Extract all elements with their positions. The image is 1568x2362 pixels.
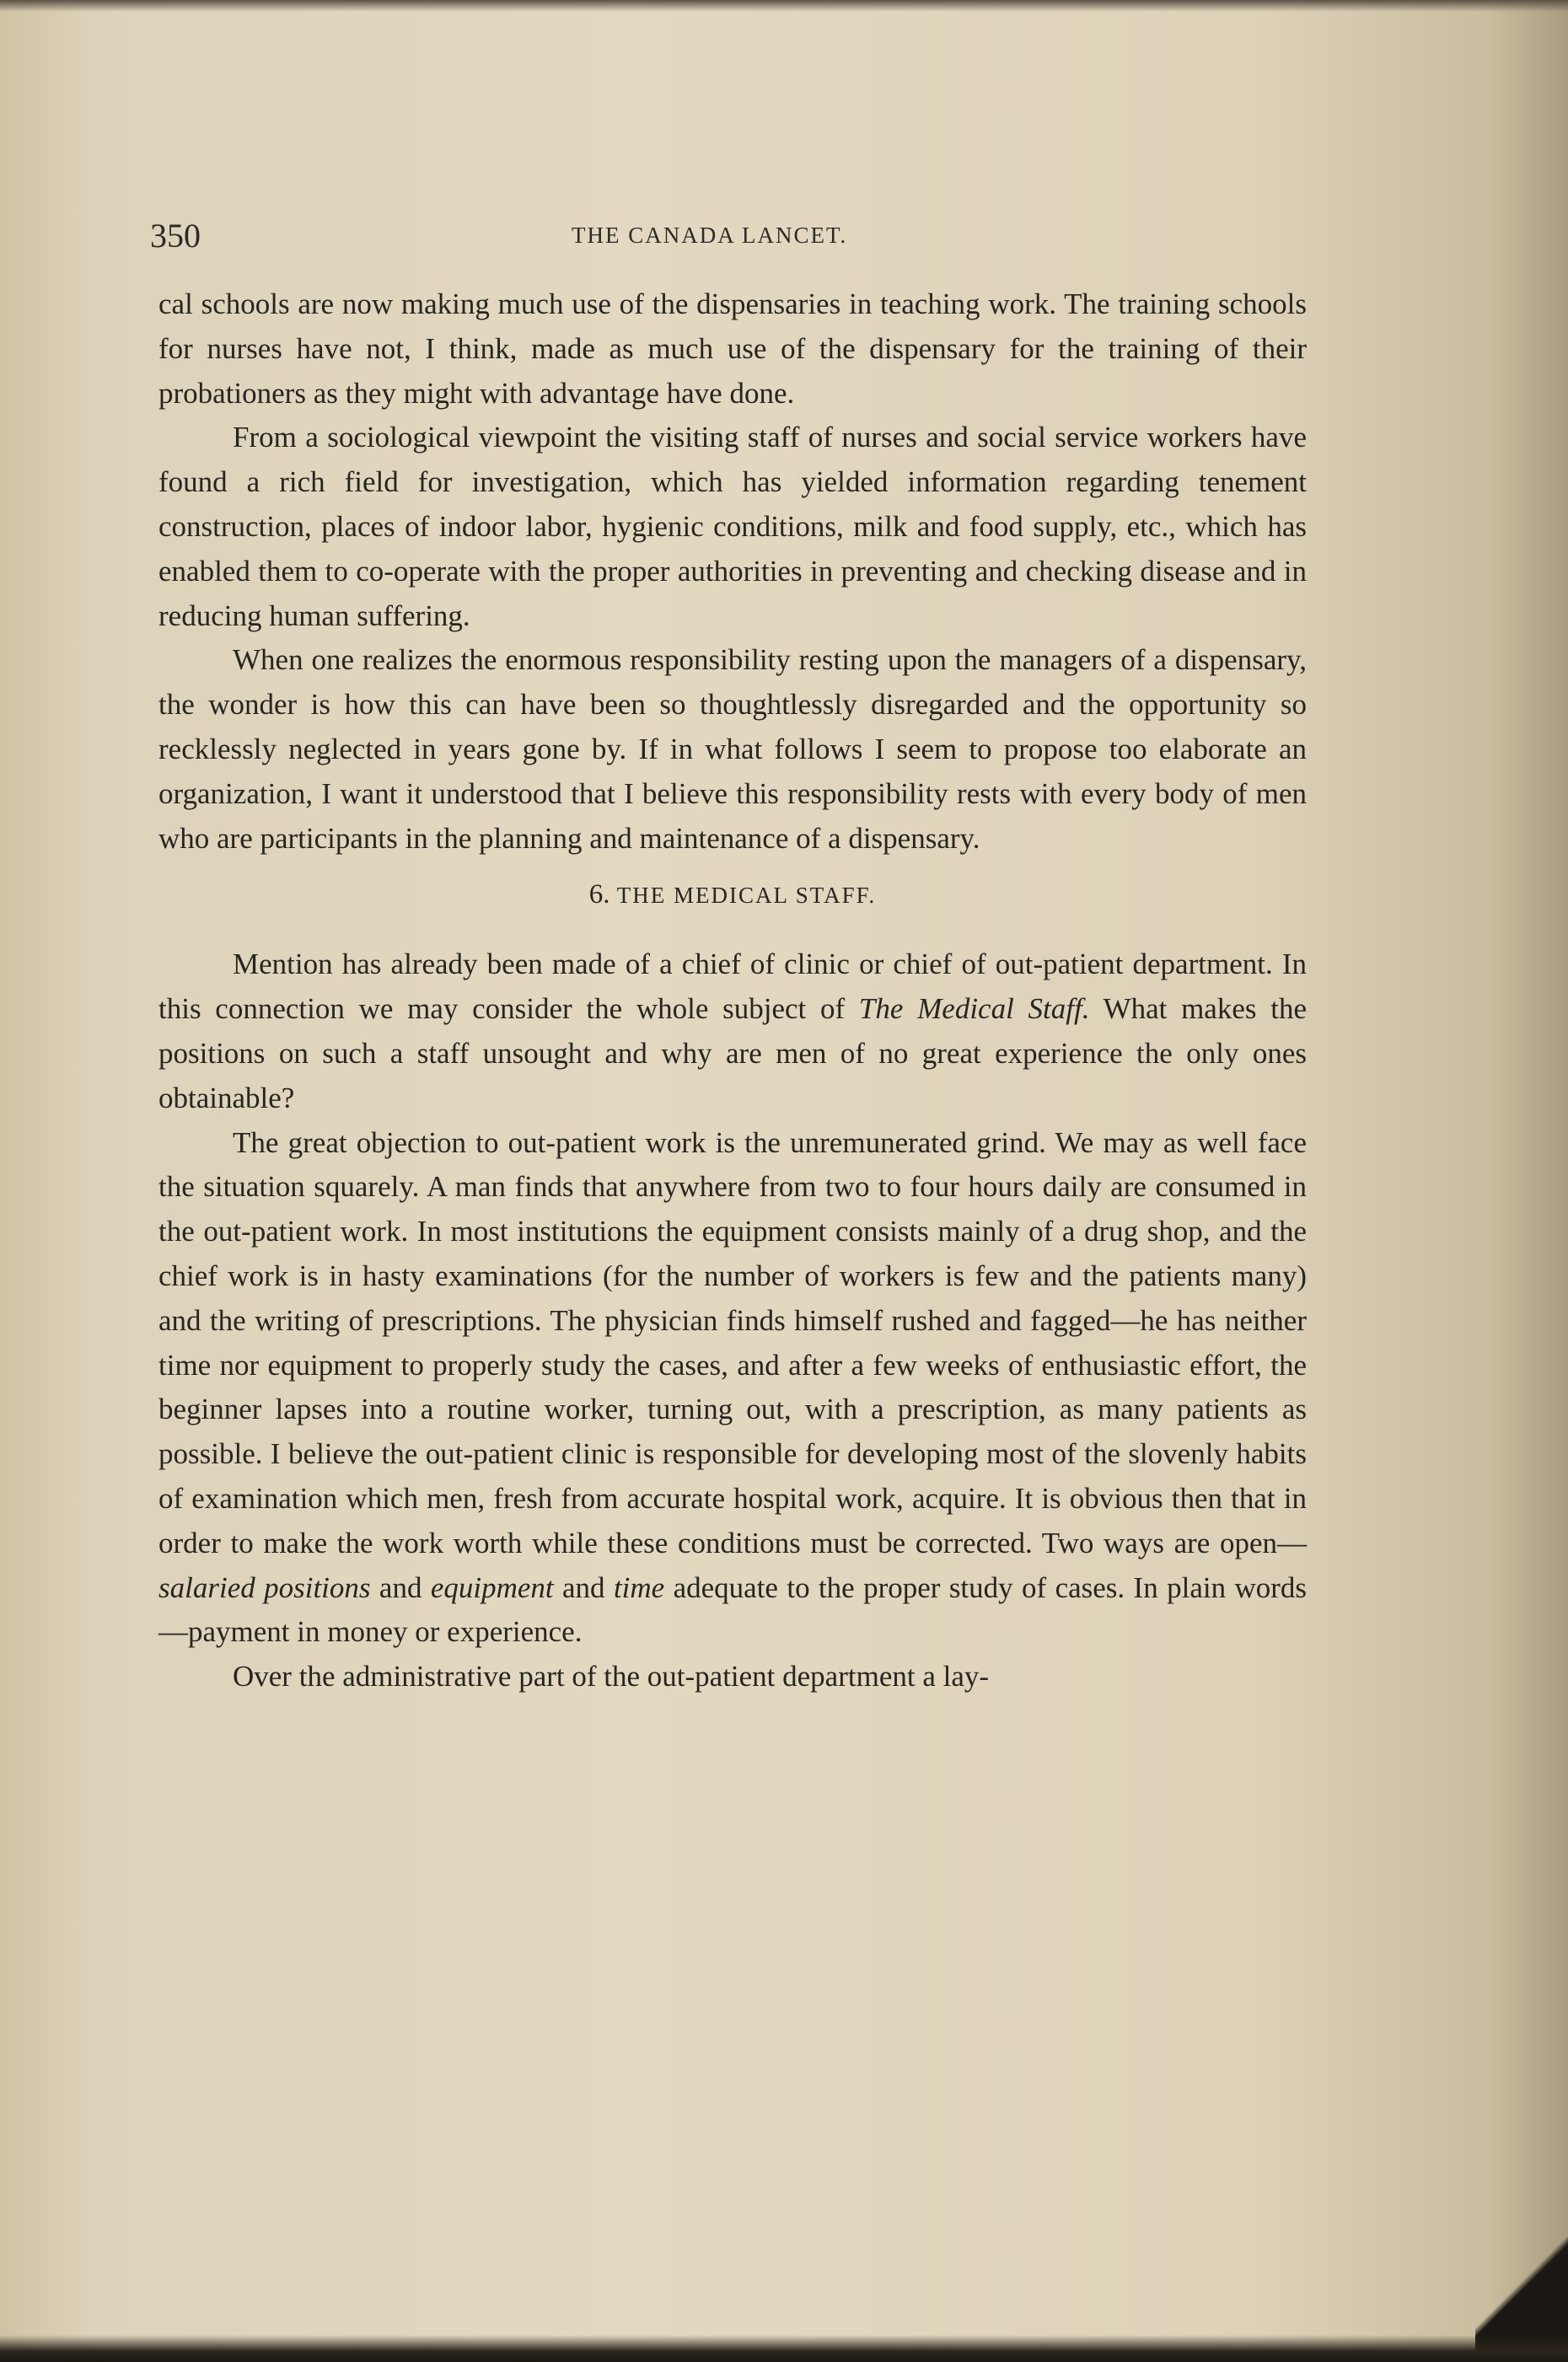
paragraph-sociological: From a sociological viewpoint the visiting staff of nurses and social service workers have found a rich field for investigation, which has yielded information regarding tenement construction, places of indoor labor, hygienic conditions, milk and food supply, etc., which has enabled them to co-operate with the proper authorities in preventing and checking disease and in reducing human suffering. — [158, 421, 1307, 632]
italic-term: equipment — [430, 1570, 554, 1604]
paragraph-objection — [158, 1121, 1307, 1656]
paragraph-responsibility: When one realizes the enormous responsibility resting upon the managers of a dispensary, the wonder is how this can have been so thoughtlessly disregarded and the opportunity so recklessly neglected in years gone by. If in what follows I seem to propose too elaborate an organization, I want it understood that I believe this responsibility rests with every body of men who are participants in the planning and maintenance of a dispensary. — [158, 643, 1307, 855]
bottom-edge-shadow — [0, 2335, 1568, 2362]
running-head — [150, 216, 1313, 266]
article-body — [158, 282, 1307, 1699]
text-run: Mention has already been made of a chief of clinic or chief of out-patient department. In this connection we may consider the whole subject of — [158, 947, 1307, 1026]
journal-title: THE CANADA LANCET. — [572, 223, 848, 248]
paragraph-administrative: Over the administrative part of the out-patient department a lay- — [233, 1660, 990, 1694]
section-title: THE MEDICAL STAFF. — [616, 883, 877, 909]
page-number: 350 — [150, 217, 201, 255]
section-number: 6. — [588, 879, 610, 910]
italic-term: salaried positions — [158, 1570, 371, 1604]
text-run: and — [553, 1570, 614, 1604]
italic-term: time — [613, 1570, 665, 1604]
text-run: and — [370, 1570, 431, 1604]
italic-title: The Medical Staff. — [858, 992, 1090, 1026]
text-run: adequate to the proper study of cases. In plain words—payment in money or experience. — [158, 1570, 1308, 1649]
section-heading — [158, 872, 1307, 917]
text-run: The great objection to out-patient work is the unremunerated grind. We may as well face the situation squarely. A man finds that anywhere from two to four hours daily are consumed in the out-patient work. In most institutions the equipment consists mainly of a drug shop, and the chief work is in hasty examinations (for the number of workers is few and the patients many) and the writing of prescriptions. The physician finds himself rushed and fagged—he has neither time nor equipment to properly study the cases, and after a few weeks of enthusiastic effort, the beginner lapses into a routine worker, turning out, with a prescription, as many patients as possible. I believe the out-patient clinic is responsible for developing most of the slovenly habits of examination which men, fresh from accurate hospital work, acquire. It is obvious then that in order to make the work worth while these conditions must be corrected. Two ways are open— — [158, 1125, 1307, 1559]
paragraph-medical-staff — [158, 942, 1307, 1120]
text-run: What makes the positions on such a staff unsought and why are men of no great experience the only ones obtainable? — [158, 992, 1307, 1114]
paragraph-continuation: cal schools are now making much use of the dispensaries in teaching work. The training schools for nurses have not, I think, made as much use of the dispensary for the training of their probationers as they might with advantage have done. — [158, 287, 1307, 410]
top-edge-shadow — [0, 0, 1568, 12]
